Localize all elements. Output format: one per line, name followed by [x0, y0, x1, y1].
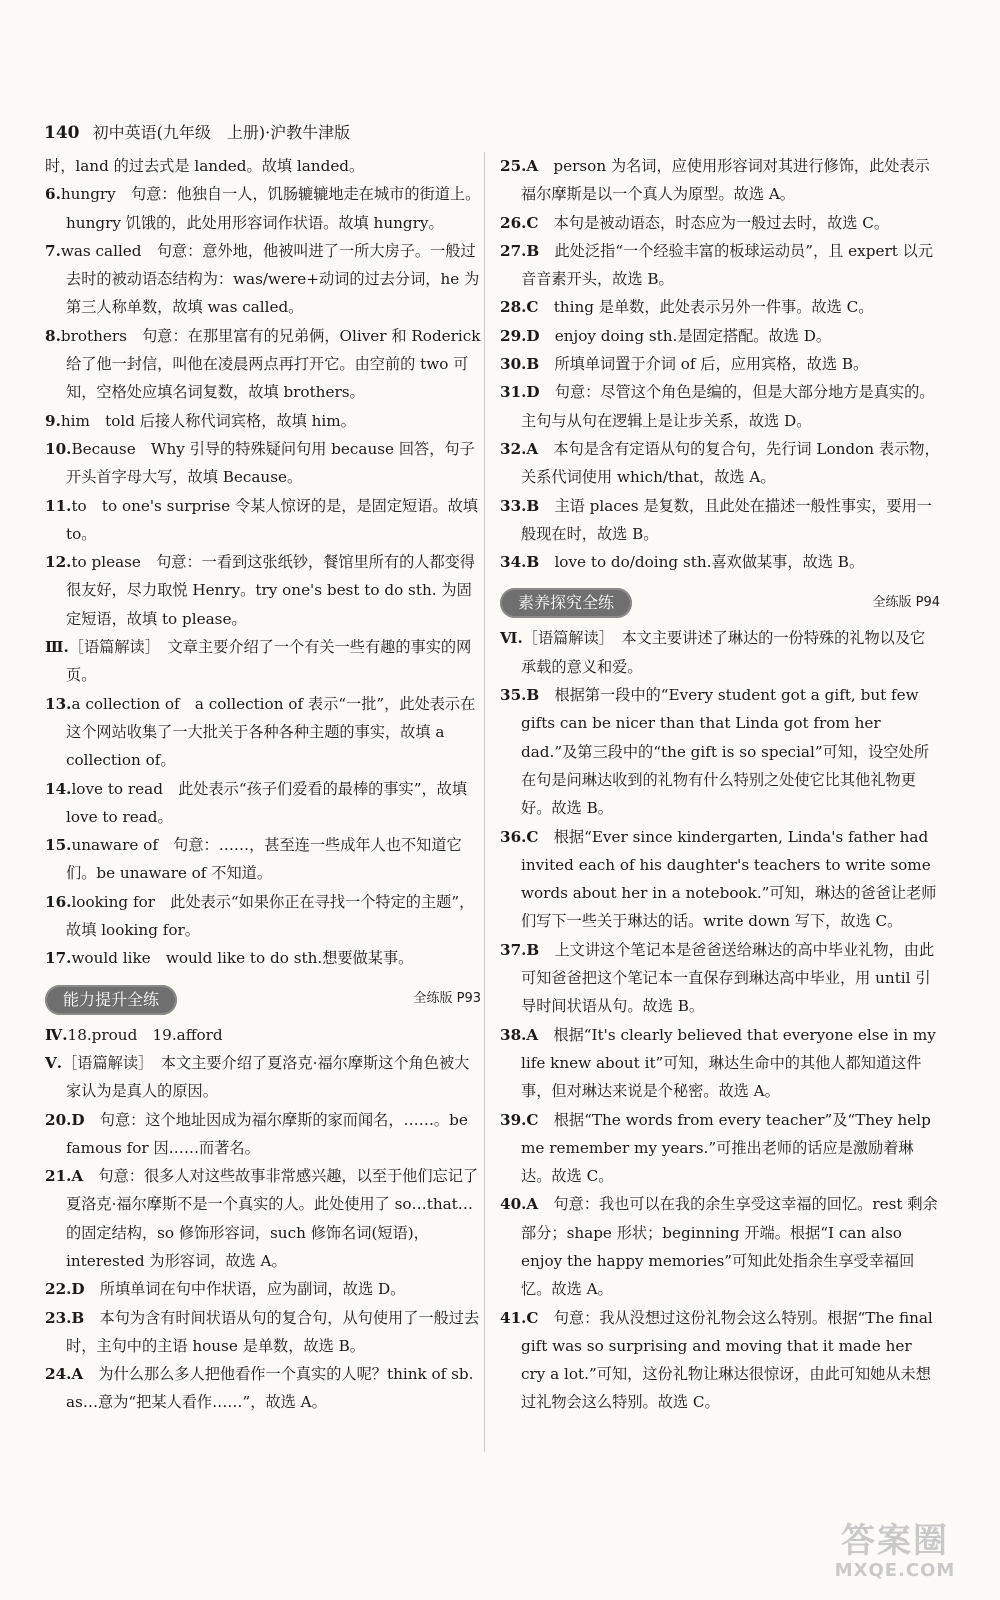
explanation-text: 本句是含有定语从句的复合句，先行词 London 表示物，关系代词使用 which/that，故选 A。 [521, 439, 940, 487]
explanation-text: 时，land 的过去式是 landed。故填 landed。 [45, 157, 365, 175]
column-divider [484, 152, 485, 1452]
explanation-text: 上文讲这个笔记本是爸爸送给琳达的高中毕业礼物，由此可知爸爸把这个笔记本一直保存到琳达高中毕业，用 until 引导时间状语从句。故选 B。 [521, 940, 935, 1016]
explanation-text: 为什么那么多人把他看作一个真实的人呢？think of sb. as…意为“把某人看作……”，故选 A。 [66, 1365, 474, 1412]
answer-entry [500, 237, 940, 294]
question-number: 39.C [500, 1110, 539, 1129]
explanation-text: 所填单词在句中作状语，应为副词，故选 D。 [84, 1280, 406, 1299]
explanation-text: ［语篇解读］ 本文主要讲述了琳达的一份特殊的礼物以及它承载的意义和爱。 [521, 629, 926, 676]
answer-entry [500, 293, 940, 321]
answer-entry [45, 1049, 481, 1106]
answer-entry [45, 1275, 481, 1303]
section-ref: 全练版 P94 [872, 595, 940, 611]
explanation-text: was called 句意：意外地，他被叫进了一所大房子。一般过去时的被动语态结构为：was/were+动词的过去分词，he 为第三人称单数，故填 was called。 [60, 241, 480, 317]
answer-entry [45, 831, 481, 888]
answer-entry [500, 209, 940, 237]
question-number: 10. [45, 439, 72, 458]
right-entries [500, 152, 940, 576]
question-number: 24.A [45, 1365, 84, 1384]
explanation-text: ［语篇解读］ 本文主要介绍了夏洛克·福尔摩斯这个角色被大家认为是真人的原因。 [62, 1053, 470, 1101]
answer-entry [45, 548, 481, 633]
left-entries-2 [45, 1021, 481, 1417]
question-number: Ⅲ. [45, 638, 69, 657]
answer-entry [45, 1106, 481, 1163]
answer-entry [45, 1304, 481, 1361]
explanation-text: 根据“Ever since kindergarten, Linda's father had invited each of his daughter's teachers to write some words about her in a notebook.”可知，琳达的爸爸让老师们写下一些关于琳达的话。write down 写下，故选 C。 [521, 827, 937, 931]
answer-entry [500, 823, 940, 936]
answer-entry [500, 1304, 940, 1417]
question-number: 6. [45, 185, 61, 204]
explanation-text: 本句为含有时间状语从句的复合句，从句使用了一般过去时，主句中的主语 house 是单数，故选 B。 [66, 1308, 480, 1355]
question-number: 14. [45, 779, 72, 798]
explanation-text: 句意：很多人对这些故事非常感兴趣，以至于他们忘记了夏洛克·福尔摩斯不是一个真实的人。此处使用了 so…that…的固定结构，so 修饰形容词，such 修饰名词(短语)，interested 为形容词，故选 A。 [66, 1167, 479, 1270]
question-number: 33.B [500, 496, 540, 515]
answer-entry [500, 936, 940, 1021]
answer-entry [500, 350, 940, 378]
answer-entry [45, 435, 481, 492]
question-number: 27.B [500, 241, 540, 260]
explanation-text: him told 后接人称代词宾格，故填 him。 [60, 411, 356, 430]
explanation-text: would like would like to do sth.想要做某事。 [71, 949, 414, 968]
question-number: 7. [45, 241, 61, 260]
answer-entry [45, 492, 481, 549]
page-header [44, 118, 956, 148]
answer-entry [45, 944, 481, 972]
section-label: 能力提升全练 [45, 985, 177, 1015]
question-number: 37.B [500, 940, 540, 959]
answer-entry [45, 1162, 481, 1275]
answer-entry [45, 180, 481, 237]
section-bar-literacy [500, 586, 940, 620]
answer-entry [45, 1021, 481, 1049]
question-number: 23.B [45, 1308, 85, 1327]
question-number: Ⅳ. [45, 1025, 68, 1044]
book-title: 初中英语(九年级 上册)·沪教牛津版 [92, 123, 351, 142]
explanation-text: to please 句意：一看到这张纸钞，餐馆里所有的人都变得很友好，尽力取悦 Henry。try one's best to do sth. 为固定短语，故填 to please。 [66, 553, 476, 628]
answer-entry [500, 681, 940, 822]
explanation-text: person 为名词，应使用形容词对其进行修饰，此处表示福尔摩斯是以一个真人为原型。故选 A。 [521, 157, 930, 204]
question-number: 36.C [500, 827, 539, 846]
answer-entry [500, 152, 940, 209]
question-number: 29.D [500, 326, 540, 345]
explanation-text: 根据“It's clearly believed that everyone else in my life knew about it”可知，琳达生命中的其他人都知道这件事，但对琳达来说是个秘密。故选 A。 [521, 1025, 936, 1101]
explanation-text: 根据第一段中的“Every student got a gift, but few gifts can be nicer than that Linda got from her dad.”及第三段中的“the gift is so special”可知，设空处所在句是问琳达收到的礼物有什么特别之处使它比其他礼物更好。故选 B。 [521, 686, 929, 818]
explanation-text: 句意：我也可以在我的余生享受这幸福的回忆。rest 剩余部分；shape 形状；beginning 开端。根据“I can also enjoy the happy memories”可知此处指余生享受幸福回忆。故选 A。 [521, 1195, 938, 1299]
answer-entry [45, 775, 481, 832]
section-bar-ability [45, 983, 481, 1017]
explanation-text: a collection of a collection of 表示“一批”，此处表示在这个网站收集了一大批关于各种各种主题的事实，故填 a collection of。 [66, 694, 476, 770]
question-number: 20.D [45, 1110, 85, 1129]
explanation-text: 本句是被动语态，时态应为一般过去时，故选 C。 [538, 213, 890, 232]
question-number: 11. [45, 496, 72, 515]
answer-entry [500, 1190, 940, 1303]
question-number: 22.D [45, 1280, 85, 1299]
explanation-text: enjoy doing sth.是固定搭配。故选 D。 [539, 326, 832, 345]
question-number: Ⅵ. [500, 629, 523, 648]
answer-entry [500, 548, 940, 576]
explanation-text: 句意：尽管这个角色是编的，但是大部分地方是真实的。主句与从句在逻辑上是让步关系，故选 D。 [521, 383, 935, 430]
question-number: 32.A [500, 439, 539, 458]
section-label: 素养探究全练 [500, 588, 632, 618]
question-number: 17. [45, 949, 72, 968]
answer-entry [500, 1021, 940, 1106]
explanation-text: 18.proud 19.afford [67, 1025, 223, 1044]
explanation-text: love to do/doing sth.喜欢做某事，故选 B。 [539, 553, 865, 572]
left-column [45, 152, 481, 1417]
answer-entry [45, 152, 481, 180]
explanation-text: 根据“The words from every teacher”及“They help me remember my years.”可推出老师的话应是激励着琳达。故选 C。 [521, 1110, 931, 1186]
explanation-text: unaware of 句意：……，甚至连一些成年人也不知道它们。be unaware of 不知道。 [66, 836, 462, 883]
explanation-text: Because Why 引导的特殊疑问句用 because 回答，句子开头首字母大写，故填 Because。 [66, 439, 475, 487]
question-number: 34.B [500, 553, 540, 572]
watermark-top: 答案圈 [841, 1521, 949, 1561]
question-number: Ⅴ. [45, 1053, 63, 1072]
answer-entry [500, 322, 940, 350]
answer-entry [500, 624, 940, 681]
answer-entry [45, 237, 481, 322]
answer-entry [45, 1360, 481, 1417]
watermark-logo [810, 1522, 980, 1586]
answer-entry [45, 322, 481, 407]
page-number: 140 [44, 123, 80, 143]
question-number: 9. [45, 411, 61, 430]
question-number: 31.D [500, 383, 540, 402]
question-number: 8. [45, 326, 61, 345]
explanation-text: 所填单词置于介词 of 后，应用宾格，故选 B。 [539, 355, 869, 374]
answer-entry [500, 1106, 940, 1191]
right-entries-2 [500, 624, 940, 1416]
question-number: 40.A [500, 1195, 539, 1214]
explanation-text: to to one's surprise 令某人惊讶的是，是固定短语。故填 to。 [66, 496, 478, 543]
section-ref: 全练版 P93 [413, 991, 481, 1007]
explanation-text: hungry 句意：他独自一人，饥肠辘辘地走在城市的街道上。hungry 饥饿的，此处用形容词作状语。故填 hungry。 [60, 185, 481, 232]
answer-entry [500, 492, 940, 549]
explanation-text: brothers 句意：在那里富有的兄弟俩，Oliver 和 Roderick 给了他一封信，叫他在凌晨两点再打开它。由空前的 two 可知，空格处应填名词复数，故填 brothers。 [60, 326, 481, 402]
question-number: 21.A [45, 1167, 84, 1186]
explanation-text: 主语 places 是复数，且此处在描述一般性事实，要用一般现在时，故选 B。 [521, 496, 932, 543]
question-number: 25.A [500, 157, 539, 175]
left-entries [45, 152, 481, 973]
answer-entry [45, 888, 481, 945]
explanation-text: ［语篇解读］ 文章主要介绍了一个有关一些有趣的事实的网页。 [66, 638, 472, 685]
question-number: 35.B [500, 686, 540, 705]
answer-entry [500, 378, 940, 435]
explanation-text: 句意：这个地址因成为福尔摩斯的家而闻名，……。be famous for 因……而著名。 [66, 1110, 468, 1157]
answer-entry [45, 690, 481, 775]
question-number: 13. [45, 694, 72, 713]
answer-entry [45, 633, 481, 690]
question-number: 28.C [500, 298, 539, 317]
explanation-text: love to read 此处表示“孩子们爱看的最棒的事实”，故填 love to read。 [66, 779, 468, 826]
explanation-text: thing 是单数，此处表示另外一件事。故选 C。 [538, 298, 874, 317]
question-number: 41.C [500, 1308, 539, 1327]
explanation-text: 此处泛指“一个经验丰富的板球运动员”，且 expert 以元音音素开头，故选 B。 [521, 241, 934, 289]
question-number: 15. [45, 836, 72, 855]
question-number: 26.C [500, 213, 539, 232]
question-number: 30.B [500, 355, 540, 374]
answer-entry [500, 435, 940, 492]
answer-entry [45, 407, 481, 435]
question-number: 38.A [500, 1025, 539, 1044]
watermark-bottom: MXQE.COM [834, 1560, 956, 1581]
explanation-text: 句意：我从没想过这份礼物会这么特别。根据“The final gift was so surprising and moving that it made her cry a lot.”可知，这份礼物让琳达很惊讶，由此可知她从未想过礼物会这么特别。故选 C。 [521, 1308, 933, 1412]
question-number: 16. [45, 892, 72, 911]
right-column [500, 152, 940, 1417]
explanation-text: looking for 此处表示“如果你正在寻找一个特定的主题”，故填 looking for。 [66, 892, 475, 940]
question-number: 12. [45, 553, 72, 572]
